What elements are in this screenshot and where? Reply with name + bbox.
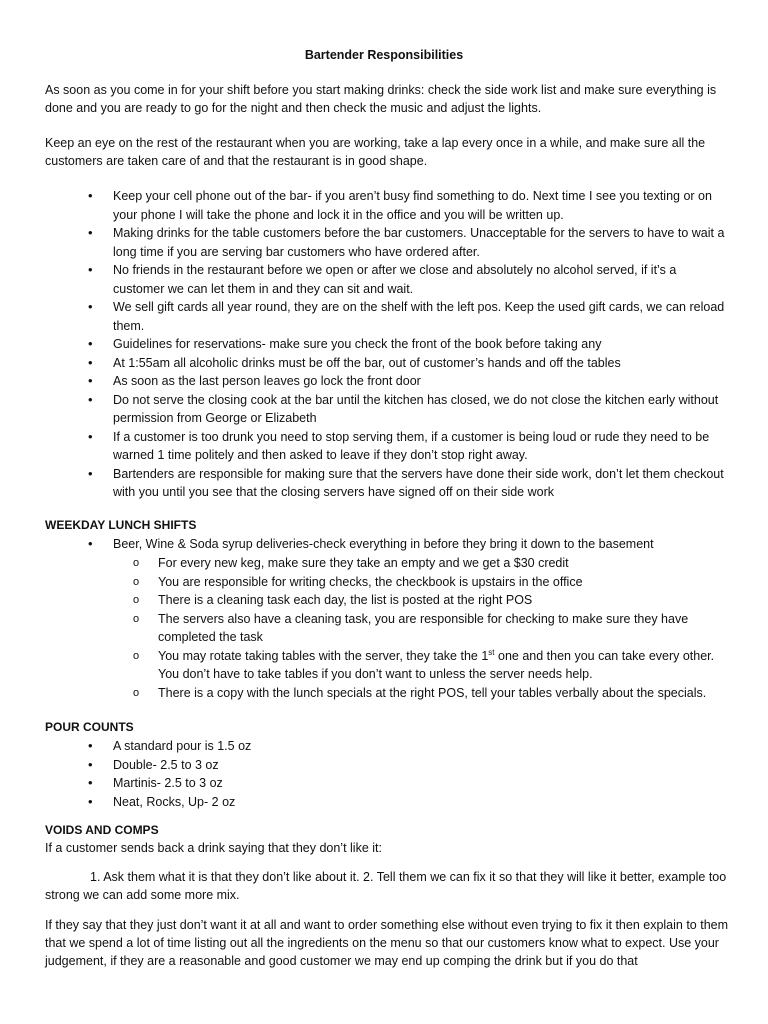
bullet-icon: • [88,336,93,351]
list-item-text: If a customer is too drunk you need to stop serving them, if a customer is being loud or rude they need to be warned 1 time politely and then asked to leave if they don’t stop right away. [113,429,710,462]
circle-bullet-icon: o [133,612,140,625]
bullet-icon: • [88,793,93,809]
list-item-text: Do not serve the closing cook at the bar until the kitchen has closed, we do not close the kitchen early without permission from George or Elizabeth [113,392,719,425]
sub-list-item-text: You are responsible for writing checks, the checkbook is upstairs in the office [158,574,583,589]
circle-bullet-icon: o [133,686,140,699]
weekday-list [0,535,768,554]
list-item-text: Beer, Wine & Soda syrup deliveries-check everything in before they bring it down to the basement [113,537,654,551]
list-item [0,391,728,428]
bullet-icon: • [88,354,93,370]
bullet-icon: • [88,262,93,277]
pour-counts-heading: POUR COUNTS [45,720,134,734]
list-item-text: Making drinks for the table customers before the bar customers. Unacceptable for the servers to have to wait a long time if you are serving bar customers who have ordered after. [113,226,725,259]
bullet-icon: • [88,299,93,314]
list-item-text: Guidelines for reservations- make sure you check the front of the book before taking any [113,337,602,351]
sub-list-item [0,647,723,684]
sub-list-item-text-b: one and then you can take every other. You don’t have to take tables if you don’t want to unless the server needs help. [158,648,715,681]
sub-list-item-text: For every new keg, make sure they take an empty and we get a $30 credit [158,556,569,570]
circle-bullet-icon: o [133,575,140,588]
list-item [0,793,728,812]
list-item [0,774,728,793]
sub-list-item [0,554,723,573]
circle-bullet-icon: o [133,649,140,662]
weekday-sub-list [0,554,768,702]
list-item [0,298,728,335]
list-item-text: We sell gift cards all year round, they are on the shelf with the left pos. Keep the used gift cards, we can reload them. [113,300,725,333]
bullet-icon: • [88,465,93,481]
list-item [0,335,728,354]
sub-list-item-text-a: You may rotate taking tables with the server, they take the 1 [158,648,489,663]
document-title: Bartender Responsibilities [304,48,464,62]
voids-intro: If a customer sends back a drink saying that they don’t like it: [45,841,382,855]
bullet-icon: • [88,373,93,388]
list-item [0,756,728,775]
bullet-icon: • [88,775,93,790]
list-item [0,428,728,465]
list-item-text: At 1:55am all alcoholic drinks must be off the bar, out of customer’s hands and off the tables [113,355,621,370]
intro-paragraph-2: Keep an eye on the rest of the restaurant when you are working, take a lap every once in a while, and make sure all the customers are taken care of and that the restaurant is in good shape. [45,136,706,168]
list-item [0,372,728,391]
sub-list-item-text: There is a copy with the lunch specials at the right POS, tell your tables verbally about the specials. [158,685,707,700]
list-item [0,465,728,502]
list-item [0,535,728,554]
circle-bullet-icon: o [133,557,140,569]
list-item-text: Bartenders are responsible for making sure that the servers have done their side work, don’t let them checkout with you until you see that the closing servers have signed off on their side work [113,466,724,499]
sub-list-item-text: The servers also have a cleaning task, you are responsible for checking to make sure they have completed the task [158,611,689,644]
bullet-icon: • [88,188,93,203]
list-item-text: Keep your cell phone out of the bar- if you aren’t busy find something to do. Next time I see you texting or on your phone I will take the phone and lock it in the office and you will be written up. [113,189,712,222]
ordinal-superscript: st [488,647,495,657]
pour-counts-list [0,737,768,811]
list-item [0,224,728,261]
weekday-lunch-heading: WEEKDAY LUNCH SHIFTS [45,518,197,532]
list-item [0,261,728,298]
list-item [0,737,728,756]
sub-list-item-text: There is a cleaning task each day, the list is posted at the right POS [158,593,533,607]
bullet-icon: • [88,225,93,240]
list-item-text: Double- 2.5 to 3 oz [113,757,219,772]
list-item-text: A standard pour is 1.5 oz [113,739,252,753]
voids-followup: If they say that they just don’t want it at all and want to order something else without even trying to fix it then explain to them that we spend a lot of time listing out all the ingredients on the menu so that our customers know what to expect. Use your judgement, if they are a reasonable and good customer we may end up comping the drink but if you do that [45,918,729,968]
voids-steps: 1. Ask them what it is that they don’t like about it. 2. Tell them we can fix it so that they will like it better, example too strong we can add some more mix. [45,870,727,902]
list-item [0,187,728,224]
sub-list-item [0,573,723,592]
bullet-icon: • [88,391,93,407]
circle-bullet-icon: o [133,594,140,606]
bullet-icon: • [88,738,93,753]
rules-list [0,187,768,502]
sub-list-item [0,591,723,610]
sub-list-item [0,684,723,703]
voids-comps-heading: VOIDS AND COMPS [45,823,159,837]
list-item-text: Martinis- 2.5 to 3 oz [113,776,223,790]
bullet-icon: • [88,536,93,551]
list-item [0,354,728,373]
intro-paragraph-1: As soon as you come in for your shift before you start making drinks: check the side work list and make sure everything is done and you are ready to go for the night and then check the music and adjust the lights. [45,83,717,115]
list-item-text: As soon as the last person leaves go lock the front door [113,374,421,388]
sub-list-item [0,610,723,647]
list-item-text: Neat, Rocks, Up- 2 oz [113,794,236,809]
list-item-text: No friends in the restaurant before we open or after we close and absolutely no alcohol served, if it’s a customer we can let them in and they can sit and wait. [113,263,677,296]
bullet-icon: • [88,428,93,444]
bullet-icon: • [88,756,93,772]
